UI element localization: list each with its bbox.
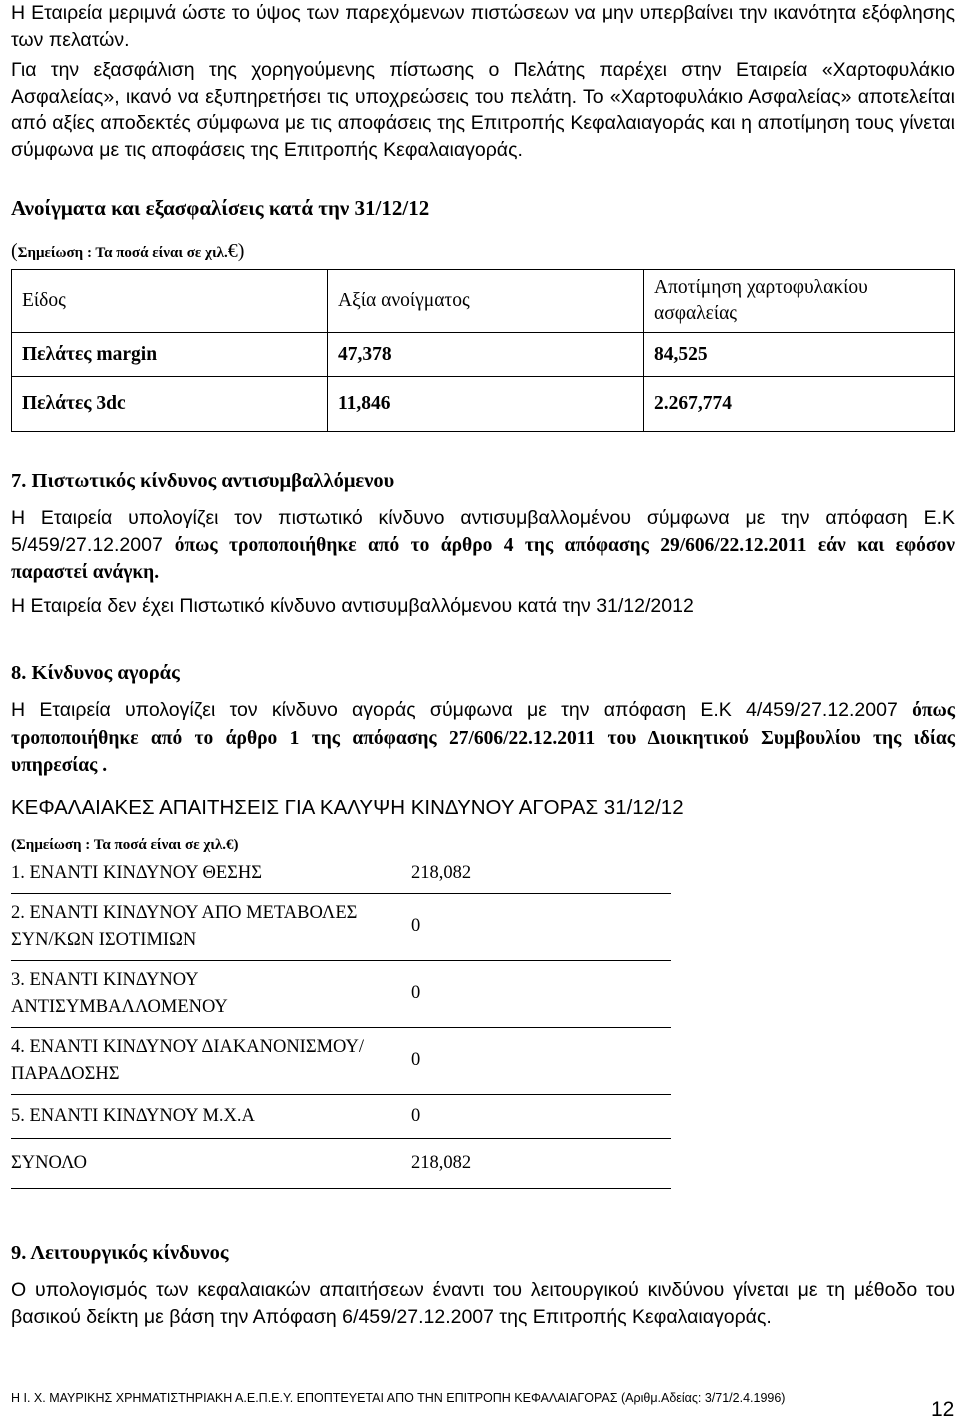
footer <box>11 1391 955 1405</box>
exposures-header-row <box>12 270 955 333</box>
table-row <box>12 377 955 432</box>
header-cell-collateral: Αποτίμηση χαρτοφυλακίου ασφαλείας <box>644 270 955 333</box>
table-row <box>11 1094 671 1138</box>
footer-text: Η Ι. Χ. ΜΑΥΡΙΚΗΣ ΧΡΗΜΑΤΙΣΤΗΡΙΑΚΗ Α.Ε.Π.Ε.Υ. ΕΠΟΠΤΕΥΕΤΑΙ ΑΠΟ ΤΗΝ ΕΠΙΤΡΟΠΗ ΚΕΦΑΛΑΙΑΓΟΡΑΣ <box>11 1391 618 1405</box>
capital-row-value: 0 <box>369 1094 671 1138</box>
section-9-paragraph-1: Ο υπολογισμός των κεφαλαιακών απαιτήσεων έναντι του λειτουργικού κινδύνου γίνεται με τη μέθοδο του βασικού δείκτη με βάση την Απόφαση 6/459/27.12.2007 της Επιτροπής Κεφαλαιαγοράς. <box>11 1279 955 1328</box>
exposures-note-open: ( <box>11 240 18 262</box>
capital-row-value: 0 <box>369 1027 671 1094</box>
table-row <box>11 854 671 893</box>
capital-row-value: 218,082 <box>369 854 671 893</box>
table-row <box>11 960 671 1027</box>
header-cell-exposure: Αξία ανοίγματος <box>328 270 644 333</box>
page-number: 12 <box>931 1398 955 1421</box>
row-exposure-value: 11,846 <box>328 377 644 432</box>
table-row <box>11 1027 671 1094</box>
footer-license: (Αριθμ.Αδείας: 3/71/2.4.1996) <box>620 1391 786 1405</box>
section-8-paragraph-1 <box>11 697 955 780</box>
capital-row-label: 2. ΕΝΑΝΤΙ ΚΙΝΔΥΝΟΥ ΑΠΟ ΜΕΤΑΒΟΛΕΣ ΣΥΝ/ΚΩΝ ΙΣΟΤΙΜΙΩΝ <box>11 893 369 960</box>
exposures-title: Ανοίγματα και εξασφαλίσεις κατά την 31/12/12 <box>11 196 430 220</box>
table-row <box>11 893 671 960</box>
row-collateral-value: 84,525 <box>644 333 955 377</box>
row-collateral-value: 2.267,774 <box>644 377 955 432</box>
exposures-note-close: €) <box>227 240 245 262</box>
exposures-table <box>11 269 955 432</box>
table-row <box>12 333 955 377</box>
capital-requirements-title: ΚΕΦΑΛΑΙΑΚΕΣ ΑΠΑΙΤΗΣΕΙΣ ΓΙΑ ΚΑΛΥΨΗ ΚΙΝΔΥΝΟΥ ΑΓΟΡΑΣ 31/12/12 <box>11 796 684 819</box>
section-8-heading: 8. Κίνδυνος αγοράς <box>11 662 180 684</box>
capital-note: (Σημείωση : Τα ποσά είναι σε χιλ.€) <box>11 837 239 853</box>
section-8-p1-normal: Η Εταιρεία υπολογίζει τον κίνδυνο αγοράς σύμφωνα με την απόφαση Ε.Κ 4/459/27.12.2007 <box>11 699 913 721</box>
exposures-note-text: Σημείωση : Τα ποσά είναι σε χιλ. <box>17 245 228 261</box>
section-7-paragraph-2: Η Εταιρεία δεν έχει Πιστωτικό κίνδυνο αντισυμβαλλόμενου κατά την 31/12/2012 <box>11 595 694 617</box>
section-7-paragraph-1 <box>11 505 955 587</box>
row-exposure-value: 47,378 <box>328 333 644 377</box>
capital-row-label: 3. ΕΝΑΝΤΙ ΚΙΝΔΥΝΟΥ ΑΝΤΙΣΥΜΒΑΛΛΟΜΕΝΟΥ <box>11 960 369 1027</box>
capital-row-label: 1. ΕΝΑΝΤΙ ΚΙΝΔΥΝΟΥ ΘΕΣΗΣ <box>11 854 369 893</box>
row-type: Πελάτες 3dc <box>12 377 328 432</box>
intro-paragraph-2: Για την εξασφάλιση της χορηγούμενης πίστωσης ο Πελάτης παρέχει στην Εταιρεία «Χαρτοφυλάκιο Ασφαλείας», ικανό να εξυπηρετήσει τις υποχρεώσεις του πελάτη. Το «Χαρτοφυλάκιο Ασφαλείας» αποτελείται από αξίες αποδεκτές σύμφωνα με τις αποφάσεις της Επιτροπής Κεφαλαιαγοράς και η αποτίμηση τους γίνεται σύμφωνα με τις αποφάσεις της Επιτροπής Κεφαλαιαγοράς. <box>11 59 955 161</box>
exposures-note <box>11 240 955 263</box>
section-9-heading: 9. Λειτουργικός κίνδυνος <box>11 1242 229 1264</box>
section-8-p1-bold: όπως τροποποιήθηκε από το άρθρο 1 της απόφασης 27/606/22.12.2011 του Διοικητικού Συμβουλίου της ιδίας υπηρεσίας . <box>11 700 955 776</box>
capital-row-value: 0 <box>369 960 671 1027</box>
capital-requirements-table <box>11 854 671 1189</box>
header-cell-type: Είδος <box>12 270 328 333</box>
capital-row-value: 0 <box>369 893 671 960</box>
capital-row-label: ΣΥΝΟΛΟ <box>11 1138 369 1188</box>
capital-row-label: 4. ΕΝΑΝΤΙ ΚΙΝΔΥΝΟΥ ΔΙΑΚΑΝΟΝΙΣΜΟΥ/ΠΑΡΑΔΟΣΗΣ <box>11 1027 369 1094</box>
capital-row-label: 5. ΕΝΑΝΤΙ ΚΙΝΔΥΝΟΥ Μ.Χ.Α <box>11 1094 369 1138</box>
section-7-p1-bold: όπως τροποποιήθηκε από το άρθρο 4 της απόφασης 29/606/22.12.2011 εάν και εφόσον παραστεί ανάγκη. <box>11 534 956 583</box>
section-7-p1-normal: Η Εταιρεία υπολογίζει τον πιστωτικό κίνδυνο αντισυμβαλλομένου σύμφωνα με την απόφαση Ε.Κ 5/459/27.12.2007 <box>11 507 955 556</box>
section-7-heading: 7. Πιστωτικός κίνδυνος αντισυμβαλλόμενου <box>11 470 395 492</box>
row-type: Πελάτες margin <box>12 333 328 377</box>
capital-row-value: 218,082 <box>369 1138 671 1188</box>
table-row <box>11 1138 671 1188</box>
intro-paragraph-1: Η Εταιρεία μεριμνά ώστε το ύψος των παρεχόμενων πιστώσεων να μην υπερβαίνει την ικανότητα εξόφλησης των πελατών. <box>11 2 955 51</box>
